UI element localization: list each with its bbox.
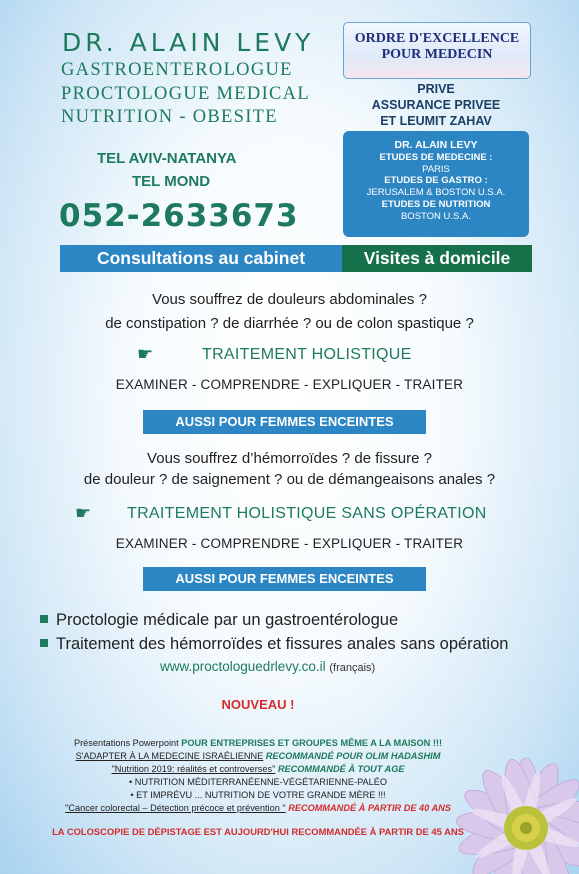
edu-med-place: PARIS xyxy=(422,163,450,175)
education-box xyxy=(343,131,529,237)
square-bullet-icon xyxy=(40,615,48,623)
talks-line-4: • NUTRITION MÉDITERRANÉENNE-VÉGÉTARIENNE-PALÉO xyxy=(128,777,388,787)
phone-number[interactable]: 052-2633673 xyxy=(59,198,299,234)
section2-question-1: Vous souffrez d’hémorroïdes ? de fissure ? xyxy=(147,450,432,467)
talks-line-7: LA COLOSCOPIE DE DÉPISTAGE EST AUJOURD'HUI RECOMMANDÉE À PARTIR DE 45 ANS xyxy=(52,826,464,837)
talks-line-3a: "Nutrition 2019: réalités et controverses" xyxy=(111,764,276,774)
edu-med-title: ETUDES DE MEDECINE : xyxy=(379,151,493,163)
square-bullet-icon xyxy=(40,639,48,647)
section1-steps: EXAMINER - COMPRENDRE - EXPLIQUER - TRAITER xyxy=(115,377,464,392)
insurance-line-2: ASSURANCE PRIVEE xyxy=(371,98,501,112)
location-2: TEL MOND xyxy=(132,173,211,190)
talks-line-1b: POUR ENTREPRISES ET GROUPES MÊME A LA MAISON !!! xyxy=(181,738,443,748)
bullet-text-2: Traitement des hémorroïdes et fissures anales sans opération xyxy=(56,635,509,653)
location-1: TEL AVIV-NATANYA xyxy=(97,150,237,167)
talks-line-6b: RECOMMANDÉ À PARTIR DE 40 ANS xyxy=(285,803,451,813)
section2-steps: EXAMINER - COMPRENDRE - EXPLIQUER - TRAITER xyxy=(115,536,464,551)
section2-treatment: TRAITEMENT HOLISTIQUE SANS OPÉRATION xyxy=(127,505,487,522)
edu-name: DR. ALAIN LEVY xyxy=(394,139,478,151)
specialty-2: PROCTOLOGUE MEDICAL xyxy=(61,84,310,104)
edu-gastro-title: ETUDES DE GASTRO : xyxy=(384,175,488,187)
talks-line-1 xyxy=(0,737,516,750)
badge-line-1: ORDRE D'EXCELLENCE xyxy=(354,31,520,46)
pointing-hand-icon-2: ☛ xyxy=(75,503,92,523)
talks-line-6a: "Cancer colorectal – Détection précoce et prévention " xyxy=(65,803,286,813)
bullet-text-1: Proctologie médicale par un gastroentérologue xyxy=(56,611,399,629)
talks-line-2a: S'ADAPTER À LA MEDECINE ISRAÉLIENNE xyxy=(75,751,264,761)
section2-pregnant-banner: AUSSI POUR FEMMES ENCEINTES xyxy=(143,567,426,591)
excellence-badge xyxy=(343,22,531,79)
insurance-line-1: PRIVE xyxy=(417,82,455,96)
talks-line-3 xyxy=(0,763,516,776)
website-link[interactable]: www.proctologuedrlevy.co.il xyxy=(160,659,326,674)
section2-question-2: de douleur ? de saignement ? ou de démangeaisons anales ? xyxy=(83,471,496,488)
talks-line-2 xyxy=(0,750,516,763)
consultations-banner: Consultations au cabinet xyxy=(60,245,342,272)
section1-pregnant-banner: AUSSI POUR FEMMES ENCEINTES xyxy=(143,410,426,434)
badge-line-2: POUR MEDECIN xyxy=(381,47,493,62)
edu-nutrition-title: ETUDES DE NUTRITION xyxy=(381,198,491,210)
specialty-1: GASTROENTEROLOGUE xyxy=(61,60,293,80)
visits-banner: Visites à domicile xyxy=(342,245,532,272)
edu-nutrition-place: BOSTON U.S.A. xyxy=(400,210,472,222)
doctor-name: DR. ALAIN LEVY xyxy=(62,28,315,57)
talks-line-3b: RECOMMANDÉ À TOUT AGE xyxy=(275,764,405,774)
insurance-line-3: ET LEUMIT ZAHAV xyxy=(380,114,492,128)
bullet-item xyxy=(40,635,508,654)
website xyxy=(160,659,375,674)
bullet-item xyxy=(40,611,398,630)
specialty-3: NUTRITION - OBESITE xyxy=(61,107,278,127)
talks-line-1a: Présentations Powerpoint xyxy=(73,738,182,748)
nouveau-label: NOUVEAU ! xyxy=(221,697,295,712)
section1-question-2: de constipation ? de diarrhée ? ou de colon spastique ? xyxy=(105,315,474,332)
website-note: (français) xyxy=(329,662,376,674)
talks-line-5: • ET IMPRÉVU ... NUTRITION DE VOTRE GRANDE MÈRE !!! xyxy=(130,790,386,800)
section1-question-1: Vous souffrez de douleurs abdominales ? xyxy=(152,291,427,308)
talks-line-6 xyxy=(0,802,516,815)
edu-gastro-place: JERUSALEM & BOSTON U.S.A. xyxy=(366,187,506,199)
talks-line-2b: RECOMMANDÉ POUR OLIM HADASHIM xyxy=(263,751,441,761)
pointing-hand-icon: ☛ xyxy=(137,344,154,364)
section1-treatment: TRAITEMENT HOLISTIQUE xyxy=(202,346,412,363)
